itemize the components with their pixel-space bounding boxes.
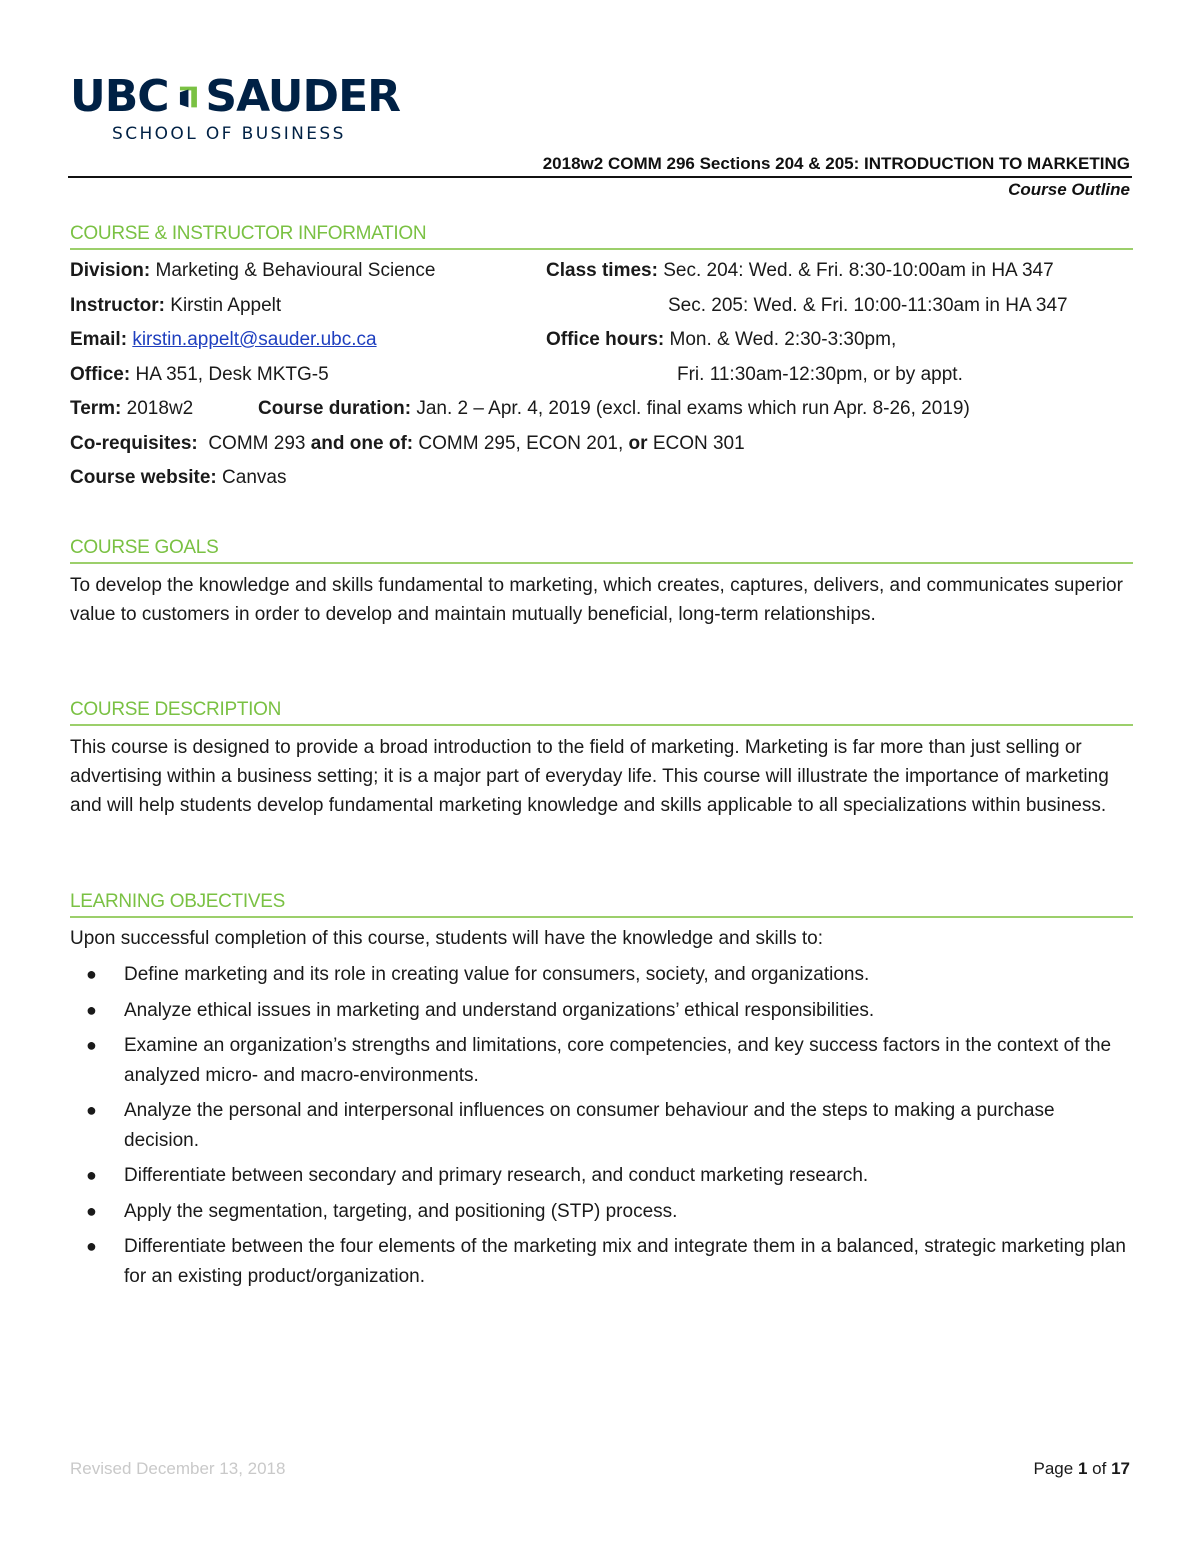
list-item: ● Examine an organization’s strengths and limitations, core competencies, and key success factors in the context of the analyzed micro- and macro-environments. [70,1031,1132,1090]
section-heading-goals: COURSE GOALS [70,536,1133,564]
logo-word-ubc: UBC [70,71,169,122]
section-heading-objectives: LEARNING OBJECTIVES [70,890,1133,918]
goals-text: To develop the knowledge and skills fundamental to marketing, which creates, captures, delivers, and communicates superior value to customers in order to develop and maintain mutually beneficial, long-term relationships. [70,575,1123,625]
list-item: ● Analyze ethical issues in marketing and understand organizations’ ethical responsibilities. [70,996,1132,1026]
bullet-icon: ● [86,1035,97,1055]
website-line: Course website: Canvas [70,467,287,488]
office-hours-line: Office hours: Mon. & Wed. 2:30-3:30pm, [546,329,897,350]
office-line: Office: HA 351, Desk MKTG-5 [70,364,329,385]
bullet-icon: ● [86,1100,97,1120]
document-subtitle: Course Outline [1008,180,1130,199]
term-line: Term: 2018w2 [70,398,194,419]
objectives-intro: Upon successful completion of this course, students will have the knowledge and skills to: [70,928,824,949]
objectives-list [70,960,1132,1297]
section-heading-info: COURSE & INSTRUCTOR INFORMATION [70,222,1133,250]
header-divider [68,176,1132,178]
list-item: ● Define marketing and its role in creating value for consumers, society, and organizations. [70,960,1132,990]
bullet-icon: ● [86,1165,97,1185]
class-times-line-2: Sec. 205: Wed. & Fri. 10:00-11:30am in HA 347 [668,295,1068,316]
duration-line: Course duration: Jan. 2 – Apr. 4, 2019 (excl. final exams which run Apr. 8-26, 2019) [258,398,970,419]
list-item: ● Differentiate between secondary and primary research, and conduct marketing research. [70,1161,1132,1191]
division-line: Division: Marketing & Behavioural Science [70,260,436,281]
page-number: Page 1 of 17 [1033,1459,1130,1478]
bullet-icon: ● [86,1236,97,1256]
class-times-line: Class times: Sec. 204: Wed. & Fri. 8:30-10:00am in HA 347 [546,260,1054,281]
ubc-sauder-logo [70,72,400,152]
email-link[interactable]: kirstin.appelt@sauder.ubc.ca [132,329,377,350]
logo-word-sauder: SAUDER [205,71,400,122]
bullet-icon: ● [86,999,97,1020]
list-item: ● Differentiate between the four elements of the marketing mix and integrate them in a balanced, strategic marketing plan for an existing product/organization. [70,1232,1132,1291]
bullet-icon: ● [86,1200,97,1221]
office-hours-line-2: Fri. 11:30am-12:30pm, or by appt. [677,364,963,385]
logo-subtitle: SCHOOL OF BUSINESS [112,124,346,144]
bullet-icon: ● [86,964,97,984]
description-text: This course is designed to provide a broad introduction to the field of marketing. Marketing is far more than just selling or advertising within a business setting; it is a major part of everyday life. This course will illustrate the importance of marketing and will help students develop fundamental marketing knowledge and skills applicable to all specializations within business. [70,737,1109,816]
document-title: 2018w2 COMM 296 Sections 204 & 205: INTRODUCTION TO MARKETING [542,154,1130,173]
revised-date: Revised December 13, 2018 [70,1459,286,1478]
sauder-mark-icon [179,73,198,121]
list-item: ● Apply the segmentation, targeting, and positioning (STP) process. [70,1197,1132,1227]
section-heading-description: COURSE DESCRIPTION [70,698,1133,726]
instructor-line: Instructor: Kirstin Appelt [70,295,282,316]
list-item: ● Analyze the personal and interpersonal influences on consumer behaviour and the steps to making a purchase decision. [70,1096,1132,1155]
email-line: Email: kirstin.appelt@sauder.ubc.ca [70,329,377,350]
corequisites-line: Co-requisites: COMM 293 and one of: COMM 295, ECON 201, or ECON 301 [70,433,745,454]
